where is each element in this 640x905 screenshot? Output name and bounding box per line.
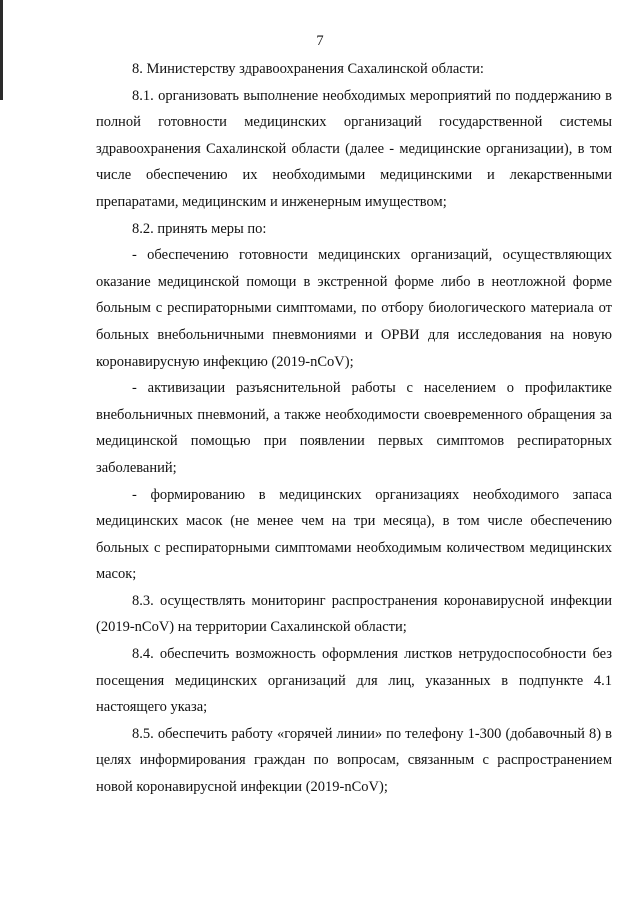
paragraph-8-4: 8.4. обеспечить возможность оформления листков нетрудоспособности без посещения медицинских организаций для лиц, указанных в подпункте 4.1 настоящего указа; [96, 646, 612, 716]
paragraph-8-2-item-2: - активизации разъяснительной работы с населением о профилактике внебольничных пневмоний, а также необходимости своевременного обращения за медицинской помощью при появлении первых симптомов респираторных заболеваний; [96, 380, 612, 476]
paragraph-8-1: 8.1. организовать выполнение необходимых мероприятий по поддержанию в полной готовности медицинских организаций государственной системы здравоохранения Сахалинской области (далее - медицинские организации), в том числе обеспечению их необходимыми медицинскими и лекарственными препаратами, медицинским и инженерным имуществом; [96, 87, 612, 210]
scan-edge-mark [0, 0, 3, 100]
paragraph-8-5: 8.5. обеспечить работу «горячей линии» по телефону 1-300 (добавочный 8) в целях информирования граждан по вопросам, связанным с распространением новой коронавирусной инфекции (2019-nCoV); [96, 725, 612, 796]
page-number: 7 [316, 33, 324, 49]
paragraph-8-2-item-1: - обеспечению готовности медицинских организаций, осуществляющих оказание медицинской помощи в экстренной форме либо в неотложной форме больным с респираторными симптомами, по отбору биологического материала от больных внебольничными пневмониями и ОРВИ для исследования на новую коронавирусную инфекцию (2019-nCoV); [96, 247, 612, 370]
paragraph-8-3: 8.3. осуществлять мониторинг распространения коронавирусной инфекции (2019-nCoV) на территории Сахалинской области; [96, 592, 612, 636]
paragraph-8: 8. Министерству здравоохранения Сахалинской области: [132, 61, 484, 77]
paragraph-8-2-item-3: - формированию в медицинских организациях необходимого запаса медицинских масок (не менее чем на три месяца), в том числе обеспечению больных с респираторными симптомами необходимым количеством медицинских масок; [96, 486, 612, 583]
paragraph-8-2: 8.2. принять меры по: [132, 220, 267, 237]
document-body [96, 56, 612, 801]
